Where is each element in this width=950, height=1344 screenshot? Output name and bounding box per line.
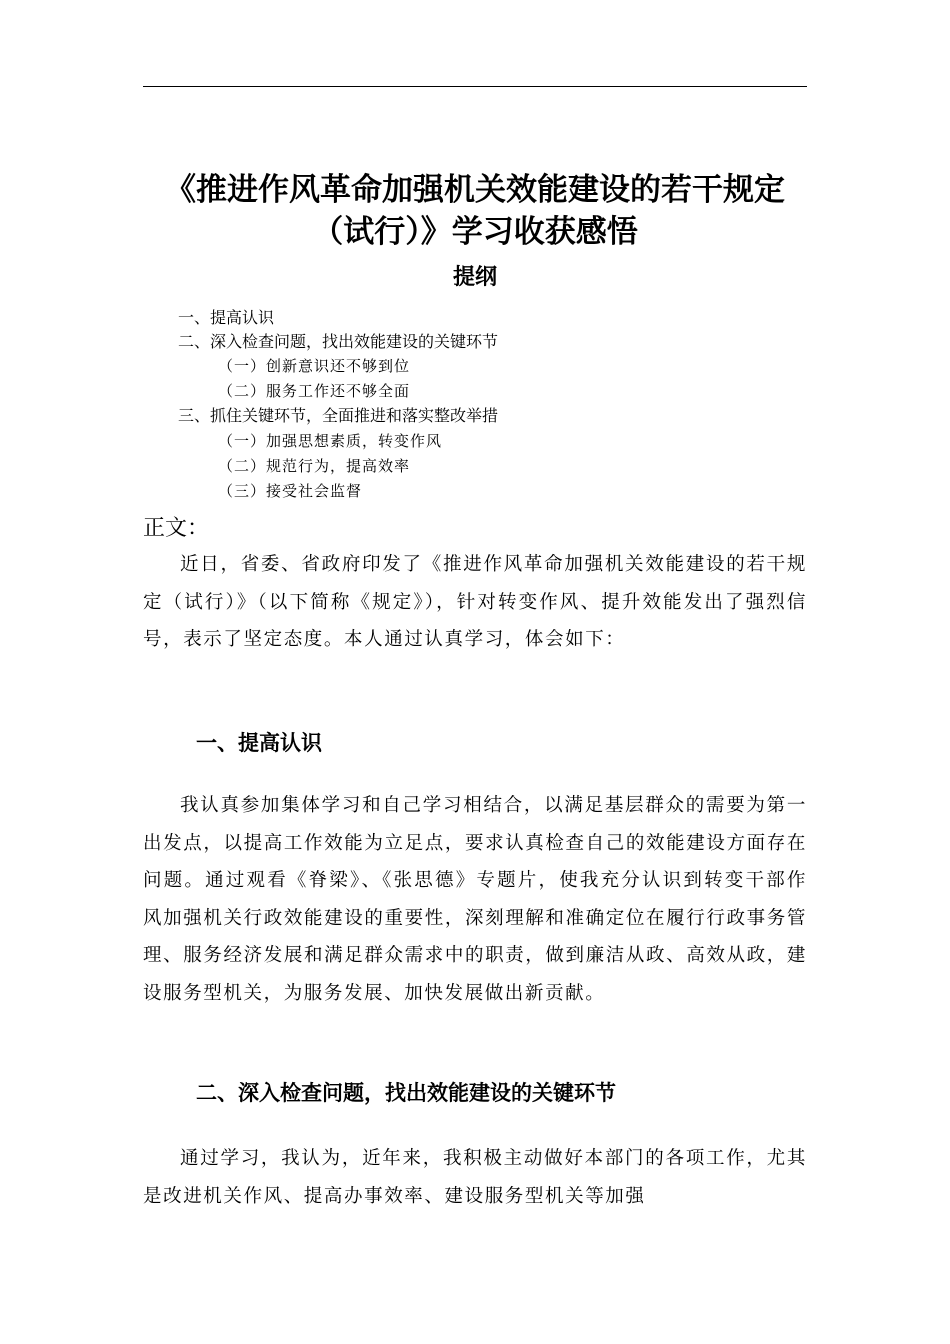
intro-paragraph: 近日，省委、省政府印发了《推进作风革命加强机关效能建设的若干规定（试行）》（以下简称《规定》），针对转变作风、提升效能发出了强烈信号，表示了坚定态度。本人通过认真学习，体会如下： bbox=[143, 554, 807, 650]
document-title-line-1: 《推进作风革命加强机关效能建设的若干规定 bbox=[165, 172, 785, 208]
outline-item: 三、抓住关键环节，全面推进和落实整改举措 bbox=[178, 406, 499, 425]
outline-heading: 提纲 bbox=[452, 265, 497, 290]
outline-subitem: （三）接受社会监督 bbox=[218, 482, 363, 500]
outline-item: 二、深入检查问题，找出效能建设的关键环节 bbox=[178, 332, 499, 351]
outline-subitem: （一）创新意识还不够到位 bbox=[218, 357, 411, 375]
outline-subitem: （二）服务工作还不够全面 bbox=[218, 382, 411, 400]
outline-item: 一、提高认识 bbox=[178, 308, 275, 327]
section-1-paragraph: 我认真参加集体学习和自己学习相结合，以满足基层群众的需要为第一出发点，以提高工作效能为立足点，要求认真检查自己的效能建设方面存在问题。通过观看《脊梁》、《张思德》专题片，使我充分认识到转变干部作风加强机关行政效能建设的重要性，深刻理解和准确定位在履行行政事务管理、服务经济发展和满足群众需求中的职责，做到廉洁从政、高效从政，建设服务型机关，为服务发展、加快发展做出新贡献。 bbox=[143, 795, 807, 1004]
section-2-heading: 二、深入检查问题，找出效能建设的关键环节 bbox=[196, 1081, 616, 1105]
header-rule bbox=[143, 86, 807, 87]
body-label: 正文： bbox=[143, 516, 210, 541]
section-2-paragraph: 通过学习，我认为，近年来，我积极主动做好本部门的各项工作，尤其是改进机关作风、提高办事效率、建设服务型机关等加强 bbox=[143, 1148, 807, 1207]
outline-subitem: （一）加强思想素质，转变作风 bbox=[218, 432, 443, 450]
document-title-line-2: （试行）》学习收获感悟 bbox=[312, 214, 638, 250]
outline-subitem: （二）规范行为，提高效率 bbox=[218, 457, 411, 475]
section-1-heading: 一、提高认识 bbox=[196, 731, 322, 755]
